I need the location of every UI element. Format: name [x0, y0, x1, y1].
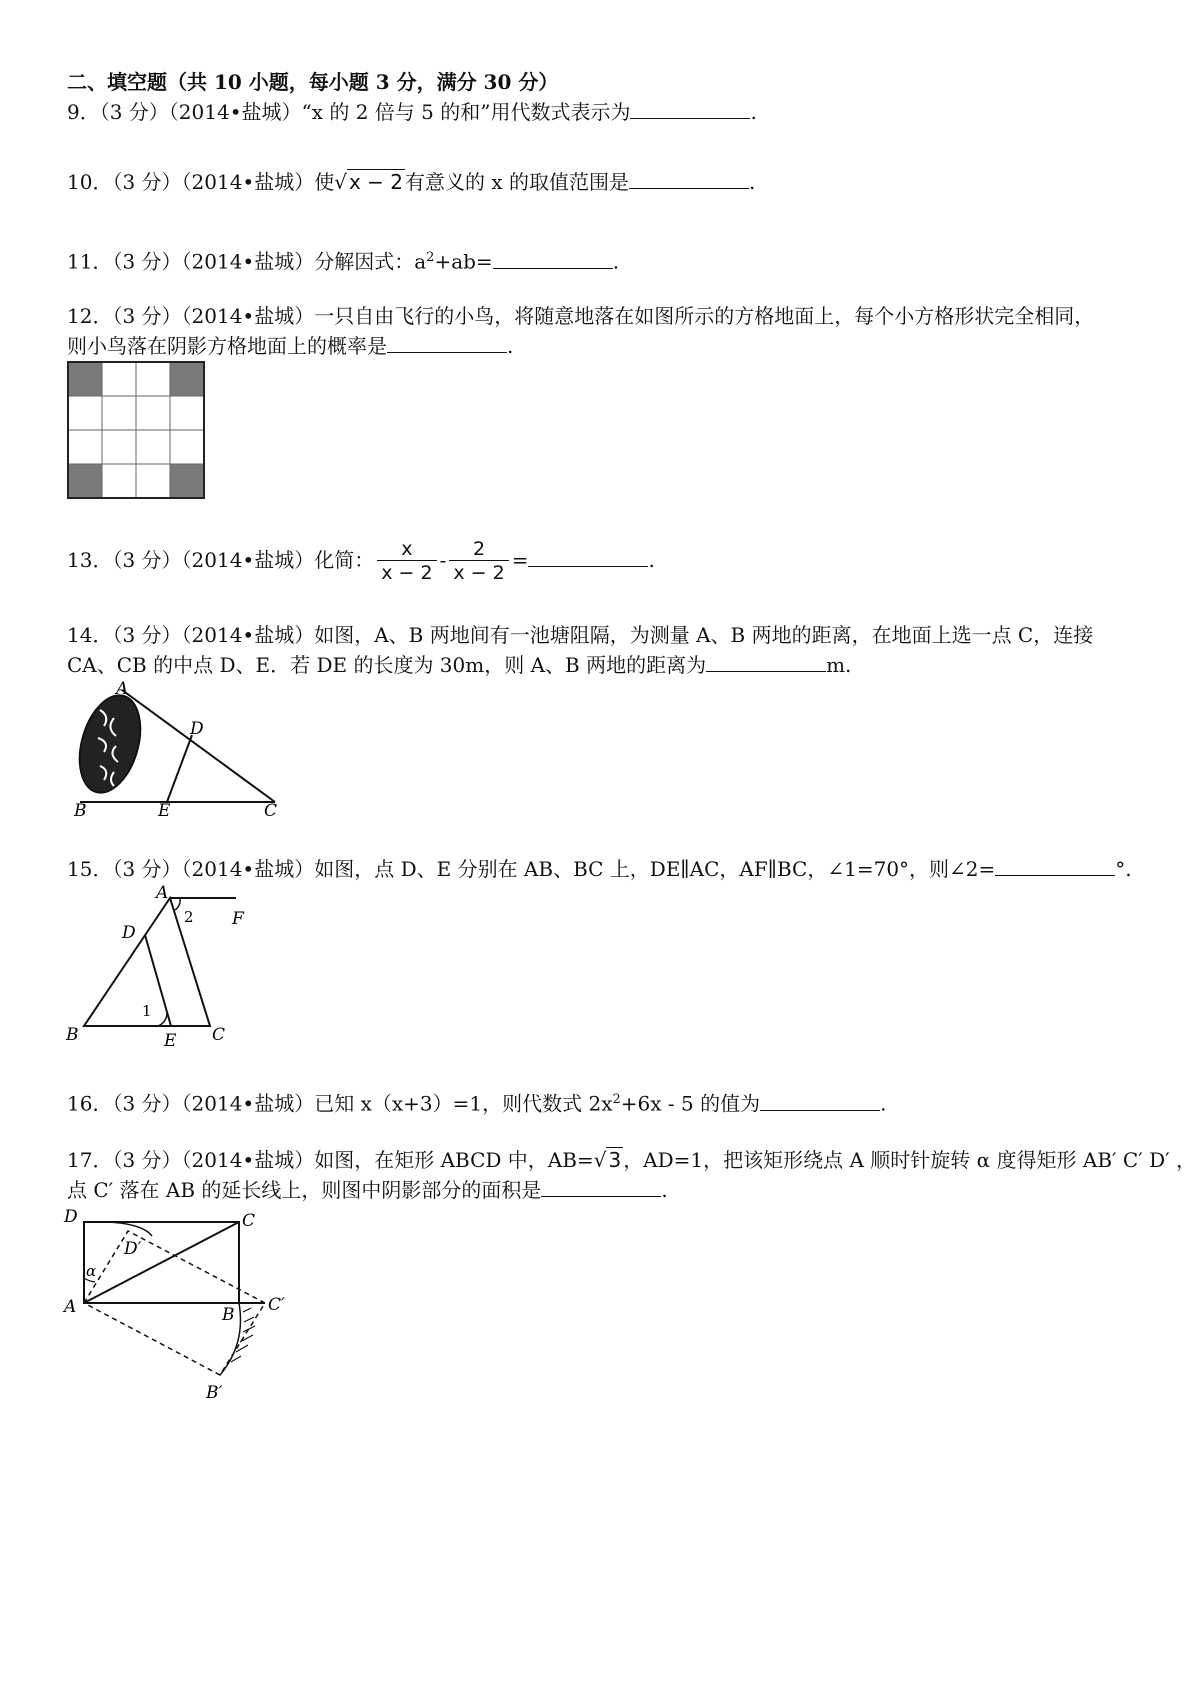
q9-suffix: .	[750, 100, 757, 124]
q15-figure	[60, 884, 260, 1052]
q14-text: CA、CB 的中点 D、E．若 DE 的长度为 30m，则 A、B 两地的距离为	[67, 653, 707, 677]
q10-answer-blank[interactable]	[629, 168, 749, 189]
q16-suffix: .	[880, 1091, 887, 1116]
q12-suffix: .	[507, 334, 514, 358]
grid-cell-shaded	[68, 464, 102, 498]
grid-cell	[136, 464, 170, 498]
q17-suffix: .	[661, 1178, 668, 1202]
point-c-label: C	[212, 1025, 226, 1045]
q16-answer-blank[interactable]	[760, 1090, 880, 1111]
question-17-line2	[67, 1176, 668, 1204]
point-c-label: C	[242, 1211, 256, 1231]
grid-cell	[136, 362, 170, 396]
point-f-label: F	[232, 909, 244, 929]
point-c1-label: C′	[268, 1295, 285, 1315]
q13-den-2: x − 2	[449, 560, 508, 585]
point-b-label: B	[222, 1305, 235, 1325]
q9-answer-blank[interactable]	[630, 98, 750, 119]
q9-text: 9．（3 分）（2014•盐城）“x 的 2 倍与 5 的和”用代数式表示为	[67, 100, 631, 124]
point-c-label: C	[264, 801, 278, 820]
q15-answer-blank[interactable]	[995, 855, 1115, 876]
point-d-label: D	[64, 1207, 78, 1227]
q16-after: +6x - 5 的值为	[620, 1091, 761, 1116]
question-13	[67, 532, 655, 588]
q16-text: 16．（3 分）（2014•盐城）已知 x（x+3）=1，则代数式 2x	[67, 1091, 613, 1116]
pond	[70, 688, 151, 800]
angle-1-arc	[158, 1013, 167, 1026]
grid-cell-shaded	[170, 464, 204, 498]
q13-answer-blank[interactable]	[528, 546, 648, 567]
q10-radicand: x − 2	[348, 170, 404, 194]
q13-fraction-2	[449, 538, 508, 585]
grid-cell	[136, 430, 170, 464]
angle-2-label: 2	[184, 908, 194, 926]
q11-suffix: .	[612, 249, 620, 274]
grid-cell	[68, 430, 102, 464]
q13-equals: =	[511, 548, 529, 572]
q10-sqrt: √ x − 2	[334, 170, 404, 194]
grid-cell	[136, 396, 170, 430]
diagonal-ac	[84, 1222, 239, 1303]
q15-suffix: °.	[1115, 857, 1132, 881]
question-14-line2	[67, 651, 851, 679]
q11-exponent: 2	[426, 250, 435, 265]
section-title: 二、填空题（共 10 小题，每小题 3 分，满分 30 分）	[67, 70, 559, 94]
point-a-label: A	[116, 680, 129, 699]
q17-figure	[60, 1204, 305, 1404]
line-de	[167, 735, 192, 802]
grid-cell	[102, 362, 136, 396]
question-10	[67, 168, 755, 196]
q12-text: 则小鸟落在阴影方格地面上的概率是	[67, 334, 387, 358]
q17-sqrt: √ 3	[593, 1148, 622, 1172]
question-12-line1: 12．（3 分）（2014•盐城）一只自由飞行的小鸟，将随意地落在如图所示的方格地面上，每个小方格形状完全相同，	[67, 304, 1095, 328]
shaded-region	[231, 1308, 255, 1362]
grid-cell	[170, 396, 204, 430]
question-11	[67, 244, 619, 276]
point-e-label: E	[164, 1031, 177, 1051]
grid-cell	[102, 464, 136, 498]
q14-answer-blank[interactable]	[706, 651, 826, 672]
point-e-label: E	[158, 801, 171, 820]
alpha-label: α	[86, 1262, 97, 1280]
arc-dd1	[84, 1222, 152, 1236]
q11-answer-blank[interactable]	[493, 248, 613, 269]
q11-text: 11．（3 分）（2014•盐城）分解因式：a	[67, 249, 427, 274]
q14-suffix: m.	[826, 653, 852, 677]
q13-fraction-1	[377, 538, 436, 585]
grid-cell	[102, 430, 136, 464]
q12-answer-blank[interactable]	[387, 332, 507, 353]
q12-grid-figure	[66, 360, 208, 500]
q13-den-1: x − 2	[377, 560, 436, 585]
q17-answer-blank[interactable]	[541, 1176, 661, 1197]
q15-text: 15．（3 分）（2014•盐城）如图，点 D、E 分别在 AB、BC 上，DE∥AC，AF∥BC，∠1=70°，则∠2=	[67, 857, 996, 881]
angle-2-arc	[175, 898, 180, 910]
q17-text-b: ，AD=1，把该矩形绕点 A 顺时针旋转 α 度得矩形 AB′ C′ D′ ，	[623, 1148, 1197, 1172]
point-b-label: B	[66, 1025, 79, 1045]
q17-text-a: 17．（3 分）（2014•盐城）如图，在矩形 ABCD 中，AB=	[67, 1148, 594, 1172]
point-b-label: B	[74, 801, 87, 820]
question-14-line1: 14．（3 分）（2014•盐城）如图，A、B 两地间有一池塘阻隔，为测量 A、B 两地的距离，在地面上选一点 C，连接	[67, 623, 1094, 647]
point-a-label: A	[156, 884, 169, 903]
q13-minus: -	[439, 548, 447, 572]
q14-figure	[70, 680, 285, 820]
grid-cell-shaded	[68, 362, 102, 396]
point-a-label: A	[64, 1297, 77, 1317]
q13-num-1: x	[401, 538, 413, 560]
grid-cell-shaded	[170, 362, 204, 396]
q10-suffix: .	[749, 170, 756, 194]
q10-text: 10．（3 分）（2014•盐城）使	[67, 170, 335, 194]
q13-suffix: .	[648, 548, 655, 572]
q10-after: 有意义的 x 的取值范围是	[405, 170, 630, 194]
point-b1-label: B′	[206, 1383, 223, 1403]
q13-text: 13．（3 分）（2014•盐城）化简：	[67, 548, 375, 572]
grid-cell	[68, 396, 102, 430]
q17-text: 点 C′ 落在 AB 的延长线上，则图中阴影部分的面积是	[67, 1178, 542, 1202]
grid-cell	[102, 396, 136, 430]
q16-exponent: 2	[612, 1092, 621, 1107]
question-9	[67, 98, 757, 126]
line-ac	[122, 690, 275, 802]
q11-after: +ab=	[434, 249, 493, 274]
question-15	[67, 855, 1132, 883]
question-12-line2	[67, 332, 513, 360]
grid-cell	[170, 430, 204, 464]
point-d-label: D	[122, 923, 136, 943]
angle-1-label: 1	[142, 1002, 152, 1020]
question-16	[67, 1086, 886, 1118]
q17-radicand: 3	[608, 1148, 622, 1172]
point-d1-label: D′	[124, 1239, 142, 1259]
point-d-label: D	[190, 719, 204, 739]
question-17-line1	[67, 1146, 1196, 1174]
q13-num-2: 2	[472, 538, 486, 560]
